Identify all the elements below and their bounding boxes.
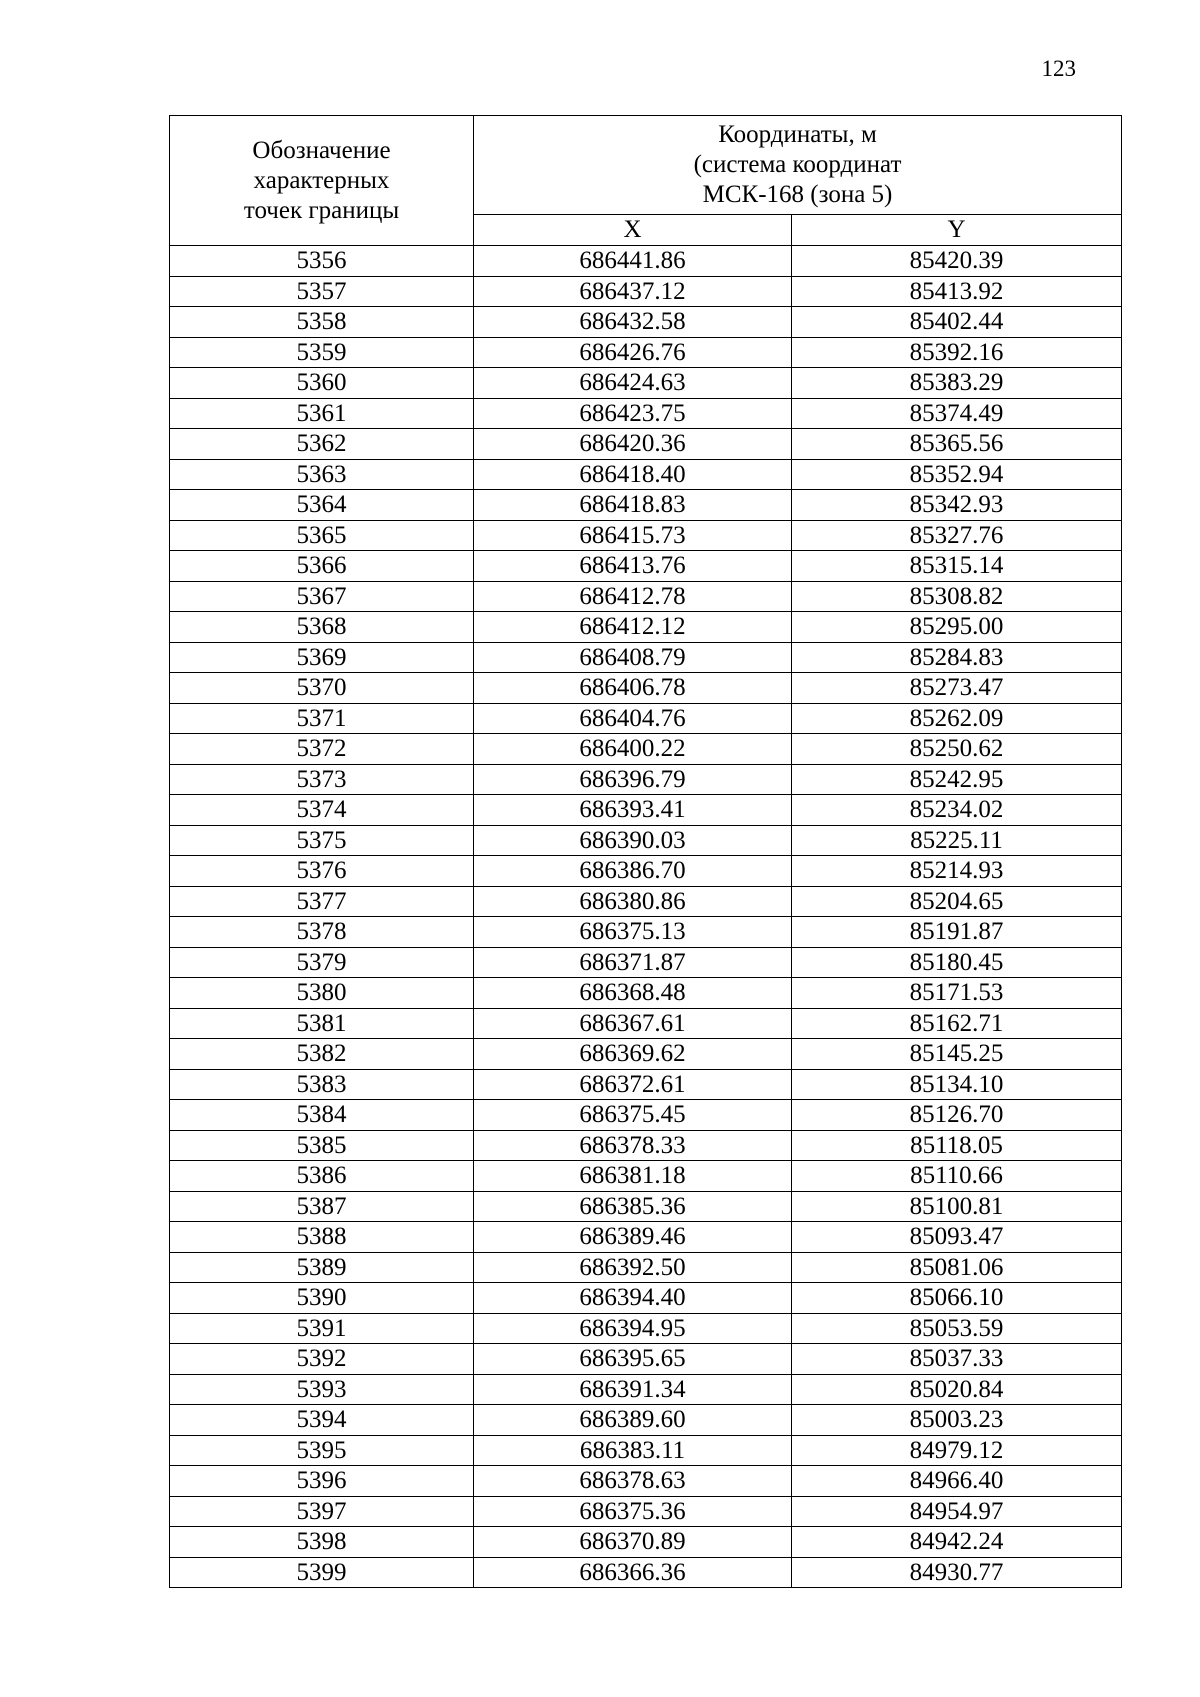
point-id-cell: 5387 xyxy=(170,1191,474,1222)
y-cell: 85126.70 xyxy=(792,1100,1122,1131)
table-row xyxy=(170,490,1122,521)
page-number: 123 xyxy=(1041,56,1076,81)
x-cell: 686412.78 xyxy=(474,581,792,612)
point-id-cell: 5368 xyxy=(170,612,474,643)
table-row xyxy=(170,917,1122,948)
y-cell: 85093.47 xyxy=(792,1222,1122,1253)
y-cell: 85180.45 xyxy=(792,947,1122,978)
point-id-cell: 5364 xyxy=(170,490,474,521)
y-cell: 85308.82 xyxy=(792,581,1122,612)
y-cell: 85413.92 xyxy=(792,276,1122,307)
point-id-cell: 5385 xyxy=(170,1130,474,1161)
y-cell: 85234.02 xyxy=(792,795,1122,826)
x-cell: 686394.95 xyxy=(474,1313,792,1344)
y-column-header: Y xyxy=(792,215,1122,246)
point-id-cell: 5381 xyxy=(170,1008,474,1039)
y-cell: 85273.47 xyxy=(792,673,1122,704)
point-id-cell: 5378 xyxy=(170,917,474,948)
point-id-cell: 5396 xyxy=(170,1466,474,1497)
x-cell: 686383.11 xyxy=(474,1435,792,1466)
table-row xyxy=(170,734,1122,765)
x-cell: 686415.73 xyxy=(474,520,792,551)
table-row xyxy=(170,1374,1122,1405)
table-row xyxy=(170,612,1122,643)
y-cell: 84942.24 xyxy=(792,1527,1122,1558)
table-row xyxy=(170,520,1122,551)
x-cell: 686437.12 xyxy=(474,276,792,307)
table-row xyxy=(170,246,1122,277)
point-id-cell: 5358 xyxy=(170,307,474,338)
table-row xyxy=(170,1252,1122,1283)
point-id-cell: 5383 xyxy=(170,1069,474,1100)
table-row xyxy=(170,1435,1122,1466)
x-cell: 686441.86 xyxy=(474,246,792,277)
y-cell: 85066.10 xyxy=(792,1283,1122,1314)
y-cell: 85352.94 xyxy=(792,459,1122,490)
table-row xyxy=(170,1100,1122,1131)
x-cell: 686368.48 xyxy=(474,978,792,1009)
point-id-cell: 5375 xyxy=(170,825,474,856)
table-row xyxy=(170,398,1122,429)
y-cell: 85383.29 xyxy=(792,368,1122,399)
point-id-cell: 5376 xyxy=(170,856,474,887)
x-cell: 686400.22 xyxy=(474,734,792,765)
y-cell: 85171.53 xyxy=(792,978,1122,1009)
table-row xyxy=(170,886,1122,917)
table-row xyxy=(170,429,1122,460)
x-cell: 686372.61 xyxy=(474,1069,792,1100)
point-id-cell: 5384 xyxy=(170,1100,474,1131)
table-row xyxy=(170,856,1122,887)
point-id-cell: 5362 xyxy=(170,429,474,460)
coordinates-header-line: (система координат xyxy=(693,151,902,178)
table-row xyxy=(170,1344,1122,1375)
x-cell: 686393.41 xyxy=(474,795,792,826)
x-cell: 686412.12 xyxy=(474,612,792,643)
y-cell: 84979.12 xyxy=(792,1435,1122,1466)
table-row xyxy=(170,581,1122,612)
table-row xyxy=(170,1496,1122,1527)
point-id-cell: 5391 xyxy=(170,1313,474,1344)
x-cell: 686418.83 xyxy=(474,490,792,521)
designation-header xyxy=(170,116,474,246)
y-cell: 85342.93 xyxy=(792,490,1122,521)
x-cell: 686380.86 xyxy=(474,886,792,917)
y-cell: 85284.83 xyxy=(792,642,1122,673)
y-cell: 85020.84 xyxy=(792,1374,1122,1405)
table-row xyxy=(170,978,1122,1009)
x-cell: 686391.34 xyxy=(474,1374,792,1405)
table-row xyxy=(170,1008,1122,1039)
x-cell: 686404.76 xyxy=(474,703,792,734)
x-cell: 686375.36 xyxy=(474,1496,792,1527)
table-row xyxy=(170,1191,1122,1222)
y-cell: 85204.65 xyxy=(792,886,1122,917)
point-id-cell: 5356 xyxy=(170,246,474,277)
x-cell: 686413.76 xyxy=(474,551,792,582)
x-cell: 686386.70 xyxy=(474,856,792,887)
point-id-cell: 5398 xyxy=(170,1527,474,1558)
point-id-cell: 5367 xyxy=(170,581,474,612)
table-row xyxy=(170,1313,1122,1344)
coordinates-header-line: МСК-168 (зона 5) xyxy=(702,181,893,208)
point-id-cell: 5395 xyxy=(170,1435,474,1466)
point-id-cell: 5369 xyxy=(170,642,474,673)
x-cell: 686394.40 xyxy=(474,1283,792,1314)
x-cell: 686432.58 xyxy=(474,307,792,338)
table-row xyxy=(170,1039,1122,1070)
table-row xyxy=(170,673,1122,704)
y-cell: 85191.87 xyxy=(792,917,1122,948)
designation-header-line: точек границы xyxy=(243,196,400,224)
point-id-cell: 5374 xyxy=(170,795,474,826)
x-column-header: X xyxy=(474,215,792,246)
x-cell: 686366.36 xyxy=(474,1557,792,1588)
point-id-cell: 5389 xyxy=(170,1252,474,1283)
x-cell: 686420.36 xyxy=(474,429,792,460)
point-id-cell: 5371 xyxy=(170,703,474,734)
y-cell: 85053.59 xyxy=(792,1313,1122,1344)
x-cell: 686426.76 xyxy=(474,337,792,368)
x-cell: 686408.79 xyxy=(474,642,792,673)
table-row xyxy=(170,947,1122,978)
x-cell: 686395.65 xyxy=(474,1344,792,1375)
table-row xyxy=(170,1069,1122,1100)
y-cell: 85365.56 xyxy=(792,429,1122,460)
x-cell: 686378.33 xyxy=(474,1130,792,1161)
table-row xyxy=(170,795,1122,826)
y-cell: 85214.93 xyxy=(792,856,1122,887)
point-id-cell: 5360 xyxy=(170,368,474,399)
y-cell: 85118.05 xyxy=(792,1130,1122,1161)
y-cell: 85110.66 xyxy=(792,1161,1122,1192)
x-cell: 686369.62 xyxy=(474,1039,792,1070)
point-id-cell: 5366 xyxy=(170,551,474,582)
point-id-cell: 5370 xyxy=(170,673,474,704)
table-row xyxy=(170,764,1122,795)
x-cell: 686385.36 xyxy=(474,1191,792,1222)
table-row xyxy=(170,1130,1122,1161)
y-cell: 85420.39 xyxy=(792,246,1122,277)
table-row xyxy=(170,459,1122,490)
point-id-cell: 5386 xyxy=(170,1161,474,1192)
designation-header-line: Обозначение xyxy=(252,136,391,164)
x-cell: 686375.45 xyxy=(474,1100,792,1131)
point-id-cell: 5359 xyxy=(170,337,474,368)
point-id-cell: 5380 xyxy=(170,978,474,1009)
y-cell: 85295.00 xyxy=(792,612,1122,643)
table-row xyxy=(170,642,1122,673)
point-id-cell: 5363 xyxy=(170,459,474,490)
point-id-cell: 5361 xyxy=(170,398,474,429)
table-header xyxy=(170,116,1122,246)
coordinates-header-line: Координаты, м xyxy=(718,121,877,148)
point-id-cell: 5379 xyxy=(170,947,474,978)
coordinates-header xyxy=(474,116,1122,215)
x-cell: 686424.63 xyxy=(474,368,792,399)
table-row xyxy=(170,551,1122,582)
x-cell: 686390.03 xyxy=(474,825,792,856)
y-cell: 85315.14 xyxy=(792,551,1122,582)
x-cell: 686396.79 xyxy=(474,764,792,795)
y-cell: 85242.95 xyxy=(792,764,1122,795)
y-cell: 85003.23 xyxy=(792,1405,1122,1436)
point-id-cell: 5399 xyxy=(170,1557,474,1588)
y-cell: 85250.62 xyxy=(792,734,1122,765)
y-cell: 85402.44 xyxy=(792,307,1122,338)
y-cell: 85134.10 xyxy=(792,1069,1122,1100)
y-cell: 85037.33 xyxy=(792,1344,1122,1375)
y-cell: 84954.97 xyxy=(792,1496,1122,1527)
y-cell: 85162.71 xyxy=(792,1008,1122,1039)
x-cell: 686375.13 xyxy=(474,917,792,948)
table-row xyxy=(170,1527,1122,1558)
point-id-cell: 5372 xyxy=(170,734,474,765)
point-id-cell: 5382 xyxy=(170,1039,474,1070)
x-cell: 686381.18 xyxy=(474,1161,792,1192)
x-cell: 686371.87 xyxy=(474,947,792,978)
point-id-cell: 5357 xyxy=(170,276,474,307)
point-id-cell: 5373 xyxy=(170,764,474,795)
table-body xyxy=(170,246,1122,1588)
y-cell: 85081.06 xyxy=(792,1252,1122,1283)
table-row xyxy=(170,825,1122,856)
table-row xyxy=(170,1222,1122,1253)
x-cell: 686367.61 xyxy=(474,1008,792,1039)
x-cell: 686378.63 xyxy=(474,1466,792,1497)
x-cell: 686423.75 xyxy=(474,398,792,429)
point-id-cell: 5388 xyxy=(170,1222,474,1253)
y-cell: 85392.16 xyxy=(792,337,1122,368)
point-id-cell: 5394 xyxy=(170,1405,474,1436)
y-cell: 84930.77 xyxy=(792,1557,1122,1588)
point-id-cell: 5390 xyxy=(170,1283,474,1314)
x-cell: 686406.78 xyxy=(474,673,792,704)
point-id-cell: 5392 xyxy=(170,1344,474,1375)
y-cell: 85145.25 xyxy=(792,1039,1122,1070)
designation-header-line: характерных xyxy=(253,166,390,194)
x-cell: 686418.40 xyxy=(474,459,792,490)
table-row xyxy=(170,1161,1122,1192)
table-row xyxy=(170,337,1122,368)
y-cell: 85374.49 xyxy=(792,398,1122,429)
y-cell: 85262.09 xyxy=(792,703,1122,734)
point-id-cell: 5397 xyxy=(170,1496,474,1527)
y-cell: 85100.81 xyxy=(792,1191,1122,1222)
table-row xyxy=(170,1557,1122,1588)
table-row xyxy=(170,276,1122,307)
table-row xyxy=(170,368,1122,399)
y-cell: 84966.40 xyxy=(792,1466,1122,1497)
table-row xyxy=(170,307,1122,338)
y-cell: 85225.11 xyxy=(792,825,1122,856)
table-row xyxy=(170,1405,1122,1436)
y-cell: 85327.76 xyxy=(792,520,1122,551)
coordinates-table xyxy=(169,115,1122,1588)
point-id-cell: 5365 xyxy=(170,520,474,551)
table-row xyxy=(170,1283,1122,1314)
table-row xyxy=(170,703,1122,734)
x-cell: 686389.60 xyxy=(474,1405,792,1436)
x-cell: 686370.89 xyxy=(474,1527,792,1558)
point-id-cell: 5377 xyxy=(170,886,474,917)
x-cell: 686392.50 xyxy=(474,1252,792,1283)
x-cell: 686389.46 xyxy=(474,1222,792,1253)
point-id-cell: 5393 xyxy=(170,1374,474,1405)
table-row xyxy=(170,1466,1122,1497)
